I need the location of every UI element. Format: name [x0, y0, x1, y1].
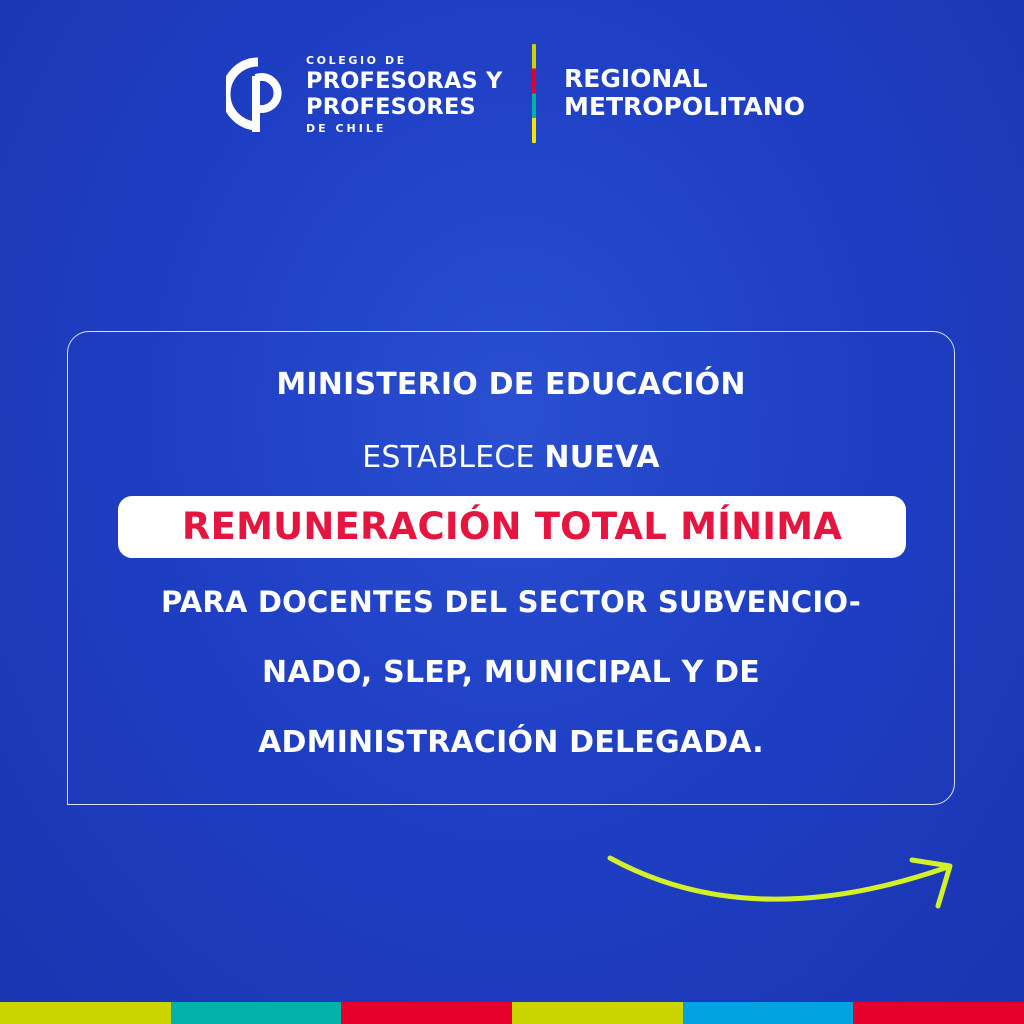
cp-logo-icon — [226, 56, 290, 134]
color-bar-segment — [171, 1002, 342, 1024]
region-label-1: REGIONAL — [564, 64, 708, 93]
header-divider — [532, 44, 536, 143]
org-name-line-3: PROFESORES — [306, 94, 476, 120]
headline-line-2-bold: NUEVA — [544, 440, 660, 475]
headline-line-2-plain: ESTABLECE — [362, 440, 545, 475]
color-bar-segment — [341, 1002, 512, 1024]
header — [0, 44, 1024, 148]
body-line-3: ADMINISTRACIÓN DELEGADA. — [258, 725, 764, 760]
headline-line-1: MINISTERIO DE EDUCACIÓN — [276, 367, 746, 402]
body-line-2: NADO, SLEP, MUNICIPAL Y DE — [262, 655, 760, 690]
curved-arrow-icon — [600, 840, 970, 930]
color-bar-segment — [683, 1002, 854, 1024]
body-line-1: PARA DOCENTES DEL SECTOR SUBVENCIO- — [160, 585, 862, 619]
region-label-2: METROPOLITANO — [564, 92, 805, 121]
org-name-top: COLEGIO DE — [306, 54, 407, 67]
color-bar-segment — [853, 1002, 1024, 1024]
org-name-bottom: DE CHILE — [306, 122, 387, 135]
org-name-line-2: PROFESORAS Y — [306, 68, 503, 94]
color-bar-segment — [0, 1002, 171, 1024]
bottom-color-bar — [0, 1002, 1024, 1024]
headline-line-2 — [67, 440, 955, 475]
highlight-text: REMUNERACIÓN TOTAL MÍNIMA — [181, 505, 843, 548]
color-bar-segment — [512, 1002, 683, 1024]
